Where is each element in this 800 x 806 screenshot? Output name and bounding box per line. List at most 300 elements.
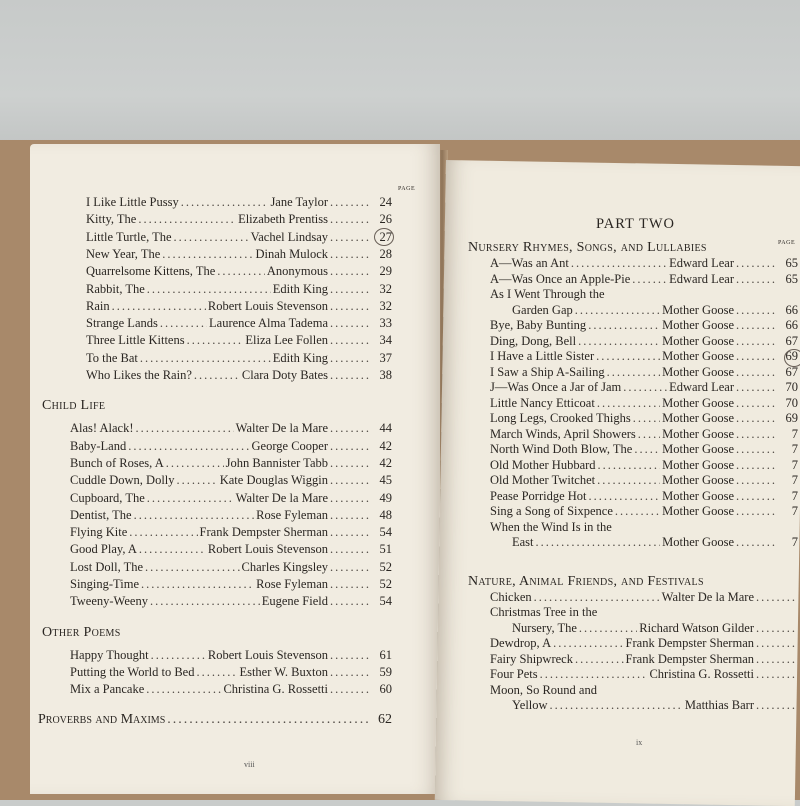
entry-title: Long Legs, Crooked Thighs	[490, 411, 631, 425]
leader-dots	[330, 526, 370, 539]
leader-dots	[540, 668, 648, 681]
entry-title: Cupboard, The	[70, 490, 145, 505]
entry-author: Mother Goose	[662, 411, 734, 425]
entry-page: 69	[785, 349, 798, 363]
pencil-circle-mark	[374, 228, 394, 246]
entry-title: Nursery, The	[512, 620, 577, 635]
leader-dots	[736, 304, 776, 317]
leader-dots	[330, 595, 370, 608]
leader-dots	[736, 350, 776, 363]
toc-entry	[490, 288, 798, 301]
leader-dots	[138, 213, 236, 226]
leader-dots	[575, 304, 660, 317]
toc-entry	[86, 196, 392, 209]
leader-dots	[633, 412, 660, 425]
entry-author: Richard Watson Gilder	[639, 620, 754, 635]
entry-author: Mother Goose	[662, 457, 734, 472]
leader-dots	[736, 257, 776, 270]
leader-dots	[330, 457, 370, 470]
entry-author: Edith King	[272, 281, 328, 296]
entry-title: Yellow	[512, 698, 548, 712]
entry-author: Eugene Field	[261, 594, 328, 609]
leader-dots	[756, 622, 796, 635]
entry-author: Mother Goose	[662, 395, 734, 410]
entry-page: 7	[791, 535, 798, 549]
entry-author: Robert Louis Stevenson	[207, 542, 328, 557]
toc-entry	[86, 283, 392, 296]
entry-title: Singing-Time	[70, 577, 140, 591]
entry-page: 38	[379, 368, 392, 382]
toc-entry	[490, 381, 798, 394]
entry-page: 7	[791, 504, 798, 518]
entry-page: 7	[791, 457, 798, 472]
entry-page: 62	[378, 711, 392, 727]
leader-dots	[736, 505, 776, 518]
leader-dots	[632, 273, 667, 286]
toc-entry	[490, 668, 798, 681]
entry-author: Rose Fyleman	[256, 507, 328, 522]
entry-page: 32	[379, 281, 392, 296]
toc-entry	[70, 509, 392, 522]
toc-entry	[70, 578, 392, 591]
toc-entry	[490, 350, 798, 363]
leader-dots	[736, 273, 776, 286]
leader-dots	[330, 474, 370, 487]
toc-entry	[70, 543, 392, 556]
entry-title: Old Mother Hubbard	[490, 457, 596, 472]
entry-author: Mother Goose	[662, 473, 734, 487]
leader-dots	[330, 666, 370, 679]
toc-entry	[512, 536, 798, 549]
section-heading: Nature, Animal Friends, and Festivals	[468, 573, 704, 589]
leader-dots	[177, 474, 218, 487]
entry-page: 48	[379, 507, 392, 522]
entry-title: Dentist, The	[70, 507, 132, 522]
toc-entry	[70, 666, 392, 679]
leader-dots	[330, 683, 370, 696]
entry-page: 37	[379, 350, 392, 365]
entry-author: Laurence Alma Tadema	[209, 316, 328, 331]
leader-dots	[181, 196, 269, 209]
entry-title: Old Mother Twitchet	[490, 473, 596, 487]
entry-author: Mother Goose	[662, 442, 734, 456]
leader-dots	[736, 335, 776, 348]
leader-dots	[550, 699, 683, 712]
leader-dots	[140, 352, 271, 365]
leader-dots	[330, 649, 370, 662]
leader-dots	[736, 428, 776, 441]
toc-entry	[86, 352, 392, 365]
entry-author: Robert Louis Stevenson	[207, 298, 328, 313]
entry-author: Mother Goose	[662, 488, 734, 503]
leader-dots	[756, 668, 796, 681]
toc-entry	[38, 713, 392, 727]
entry-author: Christina G. Rossetti	[223, 682, 328, 697]
entry-page: 34	[379, 333, 392, 348]
toc-entry	[490, 606, 798, 619]
toc-entry	[490, 319, 798, 332]
entry-title: Bunch of Roses, A	[70, 455, 164, 470]
entry-author: Mother Goose	[662, 318, 734, 332]
entry-author: Christina G. Rossetti	[649, 667, 754, 681]
entry-page: 29	[379, 264, 392, 279]
entry-title: Dewdrop, A	[490, 636, 552, 650]
entry-title: Little Nancy Etticoat	[490, 395, 595, 410]
entry-author: Walter De la Mare	[235, 421, 328, 436]
toc-entry	[86, 213, 392, 226]
leader-dots	[330, 334, 370, 347]
toc-entry	[70, 595, 392, 608]
entry-author: Esther W. Buxton	[239, 664, 328, 679]
entry-title: Moon, So Round and	[490, 682, 597, 697]
entry-page: 61	[379, 647, 392, 662]
entry-author: Mother Goose	[662, 426, 734, 441]
leader-dots	[736, 474, 776, 487]
leader-dots	[736, 536, 776, 549]
toc-entry	[70, 492, 392, 505]
entry-author: Mother Goose	[662, 504, 734, 518]
entry-page: 33	[379, 316, 392, 331]
leader-dots	[330, 352, 370, 365]
leader-dots	[756, 699, 796, 712]
toc-entry	[490, 474, 798, 487]
entry-author: Mother Goose	[662, 535, 734, 549]
toc-entry	[490, 490, 798, 503]
entry-author: Edward Lear	[669, 256, 734, 270]
section-heading: Other Poems	[42, 624, 121, 640]
leader-dots	[136, 422, 234, 435]
toc-entry	[70, 561, 392, 574]
entry-page: 52	[379, 559, 392, 574]
entry-page: 45	[379, 473, 392, 488]
leader-dots	[623, 381, 667, 394]
entry-title: Rain	[86, 298, 110, 313]
entry-title: Baby-Land	[70, 438, 127, 453]
entry-page: 65	[785, 256, 798, 270]
leader-dots	[756, 653, 796, 666]
entry-title: Little Turtle, The	[86, 229, 172, 244]
leader-dots	[166, 457, 224, 470]
section-heading: Proverbs and Maxims	[38, 711, 166, 727]
entry-author: Eliza Lee Follen	[245, 333, 328, 348]
toc-entry	[512, 622, 798, 635]
entry-title: Putting the World to Bed	[70, 664, 195, 679]
entry-title: A—Was Once an Apple-Pie	[490, 271, 631, 286]
entry-title: March Winds, April Showers	[490, 426, 636, 441]
entry-title: Happy Thought	[70, 647, 149, 662]
leader-dots	[129, 526, 197, 539]
entry-title: When the Wind Is in the	[490, 519, 612, 534]
entry-title: I Saw a Ship A-Sailing	[490, 364, 605, 379]
leader-dots	[736, 319, 776, 332]
leader-dots	[578, 335, 660, 348]
leader-dots	[147, 283, 271, 296]
leader-dots	[597, 474, 660, 487]
entry-title: Good Play, A	[70, 542, 137, 557]
toc-entry	[86, 334, 392, 347]
leader-dots	[736, 397, 776, 410]
leader-dots	[141, 578, 254, 591]
entry-author: Frank Dempster Sherman	[625, 651, 754, 666]
leader-dots	[330, 509, 370, 522]
entry-title: Alas! Alack!	[70, 421, 134, 436]
leader-dots	[330, 369, 370, 382]
entry-page: 69	[785, 411, 798, 425]
entry-page: 59	[379, 664, 392, 679]
entry-title: Bye, Baby Bunting	[490, 318, 587, 332]
entry-author: John Bannister Tabb	[225, 455, 328, 470]
entry-author: Mother Goose	[662, 302, 734, 317]
leader-dots	[598, 459, 661, 472]
leader-dots	[146, 683, 221, 696]
entry-author: George Cooper	[251, 438, 328, 453]
toc-entry	[490, 459, 798, 472]
leader-dots	[330, 543, 370, 556]
entry-author: Vachel Lindsay	[250, 229, 328, 244]
entry-title: Cuddle Down, Dolly	[70, 473, 175, 488]
leader-dots	[615, 505, 660, 518]
entry-author: Edward Lear	[669, 380, 734, 394]
toc-entry	[70, 440, 392, 453]
toc-entry	[70, 474, 392, 487]
entry-title: Strange Lands	[86, 316, 158, 331]
entry-author: Walter De la Mare	[235, 490, 328, 505]
leader-dots	[330, 492, 370, 505]
entry-page: 66	[785, 318, 798, 332]
entry-title: East	[512, 535, 534, 549]
toc-entry	[86, 265, 392, 278]
entry-author: Matthias Barr	[684, 698, 754, 712]
leader-dots	[588, 319, 660, 332]
entry-author: Walter De la Mare	[661, 589, 754, 604]
leader-dots	[596, 350, 660, 363]
leader-dots	[187, 334, 244, 347]
entry-title: J—Was Once a Jar of Jam	[490, 380, 622, 394]
leader-dots	[634, 443, 660, 456]
entry-title: Flying Kite	[70, 525, 128, 540]
toc-entry	[490, 257, 798, 270]
leader-dots	[128, 440, 249, 453]
toc-entry	[490, 505, 798, 518]
toc-entry	[490, 591, 798, 604]
toc-entry	[490, 521, 798, 534]
entry-page: 7	[791, 426, 798, 441]
folio-number: viii	[244, 760, 255, 769]
toc-entry	[490, 443, 798, 456]
entry-page: 42	[379, 455, 392, 470]
leader-dots	[330, 231, 370, 244]
toc-entry	[490, 412, 798, 425]
leader-dots	[330, 196, 370, 209]
leader-dots	[756, 591, 796, 604]
leader-dots	[736, 490, 776, 503]
leader-dots	[139, 543, 206, 556]
leader-dots	[330, 283, 370, 296]
leader-dots	[638, 428, 660, 441]
entry-page: 28	[379, 246, 392, 261]
leader-dots	[534, 591, 660, 604]
leader-dots	[553, 637, 623, 650]
entry-page: 70	[785, 380, 798, 394]
toc-entry	[86, 248, 392, 261]
toc-entry	[86, 369, 392, 382]
entry-title: Pease Porridge Hot	[490, 488, 587, 503]
leader-dots	[330, 561, 370, 574]
leader-dots	[330, 213, 370, 226]
entry-page: 27	[379, 229, 392, 244]
toc-entry	[490, 684, 798, 697]
entry-author: Edward Lear	[669, 271, 734, 286]
leader-dots	[217, 265, 265, 278]
section-heading: Nursery Rhymes, Songs, and Lullabies	[468, 240, 707, 255]
toc-entry	[490, 397, 798, 410]
entry-title: Kitty, The	[86, 212, 137, 227]
leader-dots	[167, 713, 370, 727]
toc-entry	[70, 649, 392, 662]
page-column-label: PAGE	[778, 240, 796, 246]
leader-dots	[330, 578, 370, 591]
entry-page: 26	[379, 212, 392, 227]
entry-author: Frank Dempster Sherman	[199, 525, 328, 540]
leader-dots	[571, 257, 667, 270]
entry-title: Fairy Shipwreck	[490, 651, 573, 666]
leader-dots	[330, 317, 370, 330]
entry-author: Robert Louis Stevenson	[207, 647, 328, 662]
toc-entry	[70, 457, 392, 470]
entry-page: 49	[379, 490, 392, 505]
leader-dots	[174, 231, 249, 244]
toc-entry	[512, 304, 798, 317]
leader-dots	[736, 459, 776, 472]
entry-author: Dinah Mulock	[255, 246, 328, 261]
entry-title: Tweeny-Weeny	[70, 594, 148, 609]
leader-dots	[162, 248, 253, 261]
entry-title: Chicken	[490, 589, 532, 604]
entry-title: North Wind Doth Blow, The	[490, 442, 633, 456]
toc-entry	[490, 335, 798, 348]
leader-dots	[736, 366, 776, 379]
entry-title: Rabbit, The	[86, 281, 145, 296]
entry-title: Sing a Song of Sixpence	[490, 504, 613, 518]
entry-page: 54	[379, 525, 392, 540]
entry-page: 32	[379, 298, 392, 313]
table-surface	[0, 0, 800, 160]
entry-author: Jane Taylor	[270, 195, 328, 209]
entry-page: 54	[379, 594, 392, 609]
leader-dots	[112, 300, 206, 313]
entry-page: 42	[379, 438, 392, 453]
entry-title: Who Likes the Rain?	[86, 368, 192, 382]
entry-title: Christmas Tree in the	[490, 605, 598, 619]
leader-dots	[330, 422, 370, 435]
entry-title: Four Pets	[490, 667, 538, 681]
toc-entry	[490, 428, 798, 441]
leader-dots	[194, 369, 240, 382]
leader-dots	[736, 412, 776, 425]
leader-dots	[756, 637, 796, 650]
entry-title: Quarrelsome Kittens, The	[86, 264, 216, 279]
entry-page: 51	[379, 542, 392, 557]
pencil-circle-mark	[784, 349, 800, 367]
leader-dots	[330, 265, 370, 278]
toc-entry	[86, 300, 392, 313]
entry-title: Three Little Kittens	[86, 333, 185, 348]
entry-title: I Like Little Pussy	[86, 195, 179, 209]
toc-entry	[490, 366, 798, 379]
entry-author: Edith King	[272, 350, 328, 365]
entry-author: Rose Fyleman	[256, 577, 328, 591]
toc-entry	[490, 653, 798, 666]
leader-dots	[575, 653, 624, 666]
leader-dots	[134, 509, 255, 522]
toc-entry	[490, 637, 798, 650]
toc-entry	[86, 231, 392, 244]
entry-title: I Have a Little Sister	[490, 349, 595, 363]
entry-page: 7	[791, 442, 798, 456]
leader-dots	[536, 536, 661, 549]
entry-author: Mother Goose	[662, 333, 734, 348]
leader-dots	[151, 649, 206, 662]
entry-author: Frank Dempster Sherman	[625, 636, 754, 650]
entry-title: New Year, The	[86, 246, 161, 261]
entry-page: 65	[785, 271, 798, 286]
entry-author: Mother Goose	[662, 364, 734, 379]
section-heading: Child Life	[42, 398, 106, 414]
entry-page: 67	[785, 364, 798, 379]
leader-dots	[147, 492, 234, 505]
entry-page: 44	[379, 421, 392, 436]
toc-entry	[86, 317, 392, 330]
entry-title: A—Was an Ant	[490, 256, 569, 270]
entry-author: Charles Kingsley	[241, 559, 328, 574]
leader-dots	[607, 366, 661, 379]
leader-dots	[589, 490, 661, 503]
page-column-label: PAGE	[398, 186, 416, 192]
leader-dots	[597, 397, 660, 410]
entry-title: To the Bat	[86, 350, 138, 365]
entry-author: Mother Goose	[662, 349, 734, 363]
entry-author: Clara Doty Bates	[241, 368, 328, 382]
leader-dots	[145, 561, 240, 574]
leader-dots	[736, 381, 776, 394]
entry-page: 66	[785, 302, 798, 317]
toc-entry	[70, 526, 392, 539]
leader-dots	[160, 317, 207, 330]
folio-number: ix	[636, 738, 643, 747]
leader-dots	[150, 595, 260, 608]
entry-title: Garden Gap	[512, 302, 573, 317]
toc-entry	[70, 683, 392, 696]
leader-dots	[196, 666, 237, 679]
toc-entry	[512, 699, 798, 712]
entry-author: Elizabeth Prentiss	[238, 212, 328, 227]
leader-dots	[330, 248, 370, 261]
entry-page: 52	[379, 577, 392, 591]
entry-title: Ding, Dong, Bell	[490, 333, 577, 348]
leader-dots	[330, 300, 370, 313]
entry-page: 24	[379, 195, 392, 209]
entry-page: 7	[791, 488, 798, 503]
entry-page: 70	[785, 395, 798, 410]
leader-dots	[330, 440, 370, 453]
toc-entry	[70, 422, 392, 435]
leader-dots	[579, 622, 637, 635]
leader-dots	[736, 443, 776, 456]
entry-author: Anonymous	[266, 264, 328, 279]
entry-title: Lost Doll, The	[70, 559, 144, 574]
entry-author: Kate Douglas Wiggin	[219, 473, 328, 488]
entry-page: 7	[791, 473, 798, 487]
